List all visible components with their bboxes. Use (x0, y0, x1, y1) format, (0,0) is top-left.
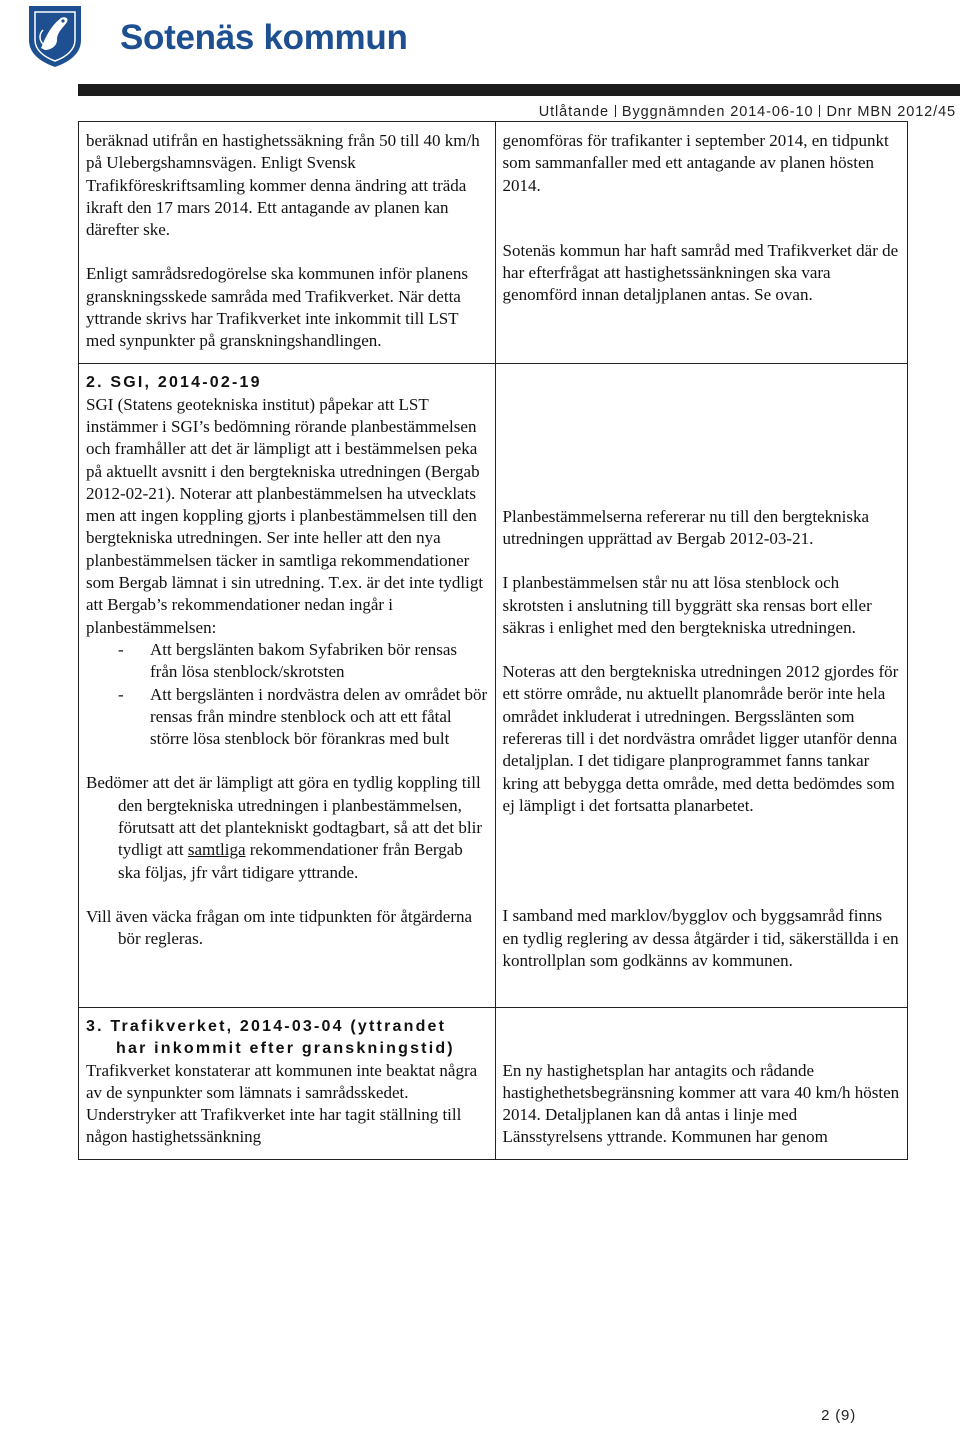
paragraph: Enligt samrådsredogörelse ska kommunen inför planens granskningsskede samråda med Trafikverket. När detta yttrande skrivs har Trafikverket inte inkommit till LST med synpunkter på granskningshandlingen. (86, 264, 468, 351)
header-bar (78, 84, 960, 96)
paragraph: Trafikverket konstaterar att kommunen inte beaktat några av de synpunkter som lämnats i samrådsskedet. Understryker att Trafikverket inte har tagit ställning till någon hastighetssänkning (86, 1060, 478, 1147)
comments-table (78, 121, 908, 1160)
meta-doc-type: Utlåtande (538, 104, 609, 120)
paragraph: beräknad utifrån en hastighetssäkning från 50 till 40 km/h på Ulebergshamnsvägen. Enligt Svensk Trafikföreskriftsamling kommer denna ändring att träda ikraft den 17 mars 2014. Ett antagande av planen kan därefter ske. (86, 131, 480, 240)
paragraph: En ny hastighetsplan har antagits och rådande hastighethetsbegränsning kommer att vara 40 km/h hösten 2014. Detaljplanen kan då antas i linje med Länsstyrelsens yttrande. Kommunen har genom (502, 1060, 900, 1147)
paragraph: Noteras att den bergtekniska utredningen 2012 gjordes för ett större område, nu aktuellt planområde berör inte hela området inkluderat i utredningen. Bergsslänten som refereras till i det nordvästra området ligger utanför denna detaljplan. I det tidigare planprogrammet fanns tankar kring att bebygga detta område, med detta bedömdes som ej lämpligt i det fortsatta planarbetet. (502, 662, 899, 815)
paragraph: SGI (Statens geotekniska institut) påpekar att LST instämmer i SGI’s bedömning rörande planbestämmelsen och framhåller att det är lämpligt att i bestämmelsen peka på aktuellt avsnitt i den bergtekniska utredningen (Bergab 2012-02-21). Noterar att planbestämmelsen ha utvecklats men att ingen koppling gjorts i planbestämmelsen till den bergtekniska utredningen. Ser inte heller att den nya planbestämmelsen täcker in samtliga rekommendationer som Bergab lämnat i sin utredning. T.ex. är det inte tydligt att Bergab’s rekommendationer nedan ingår i planbestämmelsen: (86, 394, 484, 637)
meta-board-date: Byggnämnden 2014-06-10 (621, 104, 814, 120)
comment-cell (79, 1007, 496, 1159)
comment-cell (79, 122, 496, 364)
page-number: 2 (9) (821, 1407, 856, 1424)
document-meta (539, 104, 956, 120)
table-row (79, 1007, 908, 1159)
section-heading: 3. Trafikverket, 2014-03-04 (yttrandet har inkommit efter granskningstid) (86, 1017, 455, 1057)
section-heading: 2. SGI, 2014-02-19 (86, 373, 262, 391)
response-cell (495, 363, 907, 1007)
table-row (79, 122, 908, 364)
paragraph: Planbestämmelserna refererar nu till den bergtekniska utredningen upprättad av Bergab 2012-03-21. (502, 506, 869, 548)
coat-of-arms-icon (27, 4, 83, 68)
sotenas-logo (27, 4, 447, 74)
paragraph: I planbestämmelsen står nu att lösa stenblock och skrotsten i anslutning till byggrätt ska rensas bort eller säkras i enlighet med den bergtekniska utredningen. (502, 573, 872, 637)
paragraph: Vill även väcka frågan om inte tidpunkten för åtgärderna bör regleras. (86, 906, 473, 949)
response-cell (495, 122, 907, 364)
recommendation-list (86, 639, 489, 750)
logo-text: Sotenäs kommun (120, 18, 408, 57)
paragraph: Bedömer att det är lämpligt att göra en tydlig koppling till den bergtekniska utredningen i planbestämmelsen, förutsatt att det plantekniskt godtagbart, så att det blir tydligt att samtliga rekommendationer från Bergab ska följas, jfr vårt tidigare yttrande. (86, 773, 482, 882)
meta-dnr: Dnr MBN 2012/45 (826, 104, 956, 120)
table-row (79, 363, 908, 1007)
paragraph: Sotenäs kommun har haft samråd med Trafikverket där de har efterfrågat att hastighetssänkningen ska vara genomförd innan detaljplanen antas. Se ovan. (502, 240, 899, 305)
paragraph: I samband med marklov/bygglov och byggsamråd finns en tydlig reglering av dessa åtgärder i tid, säkerställda i en kontrollplan som godkänns av kommunen. (502, 906, 899, 970)
paragraph: genomföras för trafikanter i september 2014, en tidpunkt som sammanfaller med ett antagande av planen hösten 2014. (502, 131, 889, 195)
comment-cell (79, 363, 496, 1007)
list-item: - Att bergslänten bakom Syfabriken bör rensas från lösa stenblock/skrotsten (118, 639, 458, 682)
list-item: - Att bergslänten i nordvästra delen av området bör rensas från mindre stenblock och att ett fåtal större lösa stenblock bör förankras med bult (118, 684, 488, 749)
response-cell (495, 1007, 907, 1159)
